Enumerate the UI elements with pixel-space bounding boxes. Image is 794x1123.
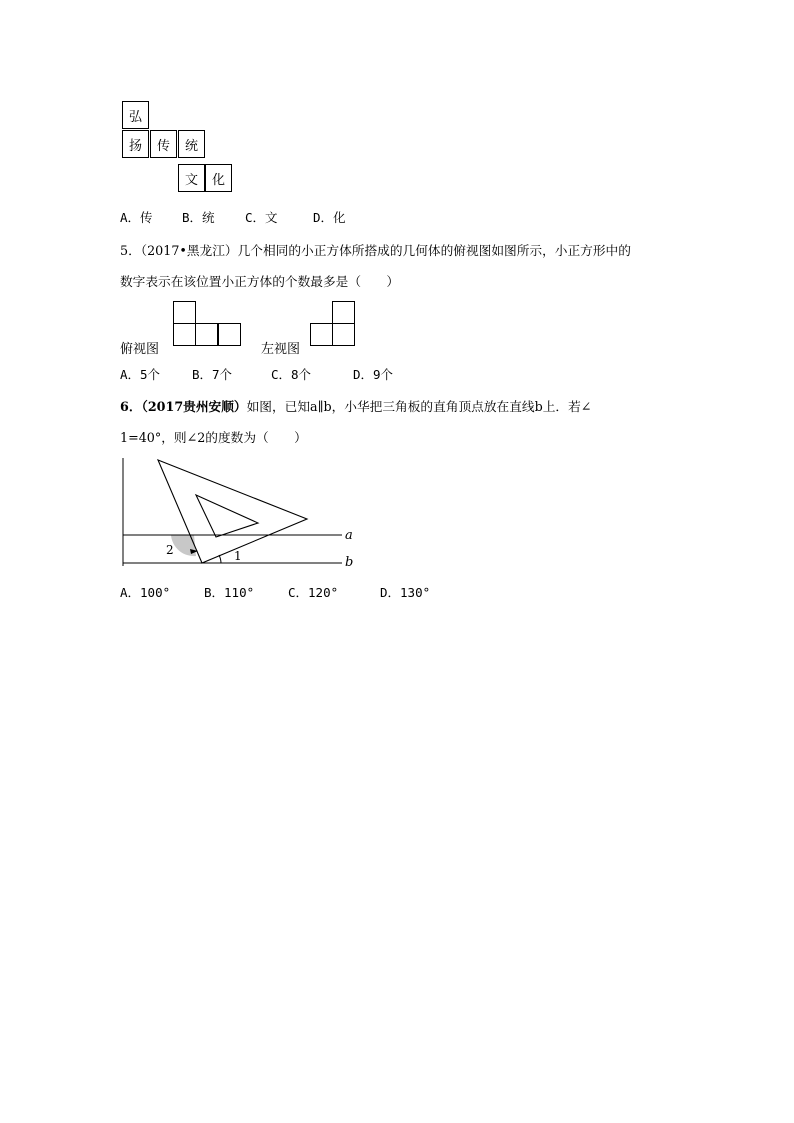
net-cell-hua: 化 [205,164,232,192]
q6-option-d[interactable]: D．130° [380,585,431,600]
top-view-square [218,323,241,346]
q6-source: （2017贵州安顺） [141,399,247,414]
q6-number: 6． [120,399,142,414]
top-view-label: 俯视图 [120,342,160,357]
top-view-square [173,323,196,346]
q6-stem: 如图，已知a∥b，小华把三角板的直角顶点放在直线b上．若∠ [246,399,592,414]
left-view-label: 左视图 [261,342,301,357]
q4-option-d[interactable]: D．化 [313,210,346,225]
net-cell-yang: 扬 [122,130,149,158]
label-line-b: b [345,555,354,570]
q6-option-a[interactable]: A．100° [120,585,171,600]
q6-option-c[interactable]: C．120° [288,585,339,600]
q5-text-line1: 5．（2017•黑龙江）几个相同的小正方体所搭成的几何体的俯视图如图所示，小正方形中的 [120,243,631,258]
q6-option-b[interactable]: B．110° [204,585,255,600]
left-view-square [332,301,355,324]
angle-1-arc [219,555,221,563]
q6-text-line2: 1=40°，则∠2的度数为（ ） [120,430,307,445]
top-view-square [195,323,218,346]
q5-text-line2: 数字表示在该位置小正方体的个数最多是（ ） [120,274,400,289]
label-angle-1: 1 [234,549,242,563]
q6-text-line1 [120,396,591,415]
q5-option-d[interactable]: D．9个 [353,367,394,382]
net-cell-tong: 统 [178,130,205,158]
q4-option-b[interactable]: B．统 [182,210,215,225]
q4-option-a[interactable]: A．传 [120,210,153,225]
q4-option-c[interactable]: C．文 [245,210,278,225]
q6-triangle-figure [110,450,370,575]
left-view-square [332,323,355,346]
q5-option-b[interactable]: B．7个 [192,367,233,382]
label-line-a: a [345,528,353,543]
top-view-square [173,301,196,324]
left-view-square [310,323,333,346]
net-cell-hong: 弘 [122,101,149,129]
label-angle-2: 2 [166,543,174,557]
net-cell-chuan: 传 [150,130,177,158]
net-cell-wen: 文 [178,164,205,192]
triangle-inner [196,495,258,537]
q5-option-c[interactable]: C．8个 [271,367,312,382]
q5-option-a[interactable]: A．5个 [120,367,161,382]
